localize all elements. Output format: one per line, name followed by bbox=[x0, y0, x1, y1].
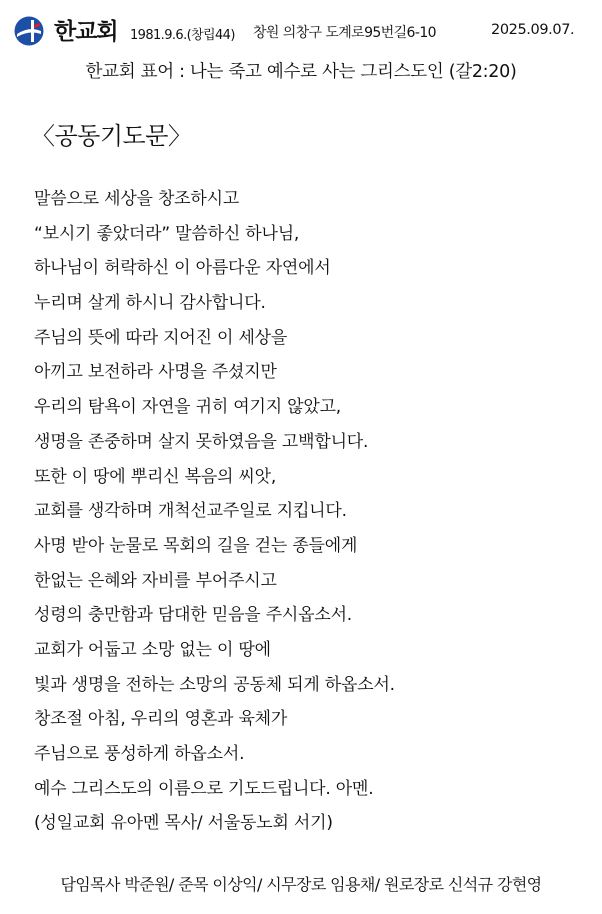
prayer-line: 사명 받아 눈물로 목회의 길을 걷는 종들에게 bbox=[34, 535, 358, 556]
prayer-line: (성일교회 유아멘 목사/ 서울동노회 서기) bbox=[34, 813, 333, 834]
church-name: 한교회 bbox=[54, 19, 118, 45]
church-address: 창원 의창구 도계로95번길6-10 bbox=[253, 25, 436, 41]
prayer-line: 생명을 존중하며 살지 못하였음을 고백합니다. bbox=[34, 431, 369, 452]
founded-info: 1981.9.6.(창립44) bbox=[130, 28, 235, 43]
staff-list: 담임목사 박준원/ 준목 이상익/ 시무장로 임용채/ 원로장로 신석규 강현영 bbox=[60, 875, 542, 894]
prayer-line: 아끼고 보전하라 사명을 주셨지만 bbox=[34, 362, 277, 383]
prayer-line: 교회가 어둡고 소망 없는 이 땅에 bbox=[34, 639, 271, 660]
prayer-line: 창조절 아침, 우리의 영혼과 육체가 bbox=[34, 709, 288, 730]
bulletin-date: 2025.09.07. bbox=[491, 22, 575, 38]
prayer-line: 또한 이 땅에 뿌리신 복음의 씨앗, bbox=[34, 466, 277, 487]
prayer-title: 〈공동기도문〉 bbox=[31, 122, 192, 150]
church-motto: 한교회 표어 : 나는 죽고 예수로 사는 그리스도인 (갈2:20) bbox=[85, 62, 517, 82]
prayer-body bbox=[34, 182, 395, 841]
prayer-line: 주님으로 풍성하게 하옵소서. bbox=[34, 744, 245, 764]
prayer-line: 우리의 탐욕이 자연을 귀히 여기지 않았고, bbox=[34, 397, 341, 418]
prayer-line: 주님의 뜻에 따라 지어진 이 세상을 bbox=[34, 327, 288, 348]
prayer-line: 하나님이 허락하신 이 아름다운 자연에서 bbox=[34, 258, 331, 279]
church-logo-icon bbox=[14, 16, 44, 46]
prayer-line: 교회를 생각하며 개척선교주일로 지킵니다. bbox=[34, 501, 347, 522]
prayer-line: 예수 그리스도의 이름으로 기도드립니다. 아멘. bbox=[34, 778, 374, 799]
prayer-line: 말씀으로 세상을 창조하시고 bbox=[34, 189, 240, 209]
prayer-line: 빛과 생명을 전하는 소망의 공동체 되게 하옵소서. bbox=[34, 674, 395, 695]
prayer-line: “보시기 좋았더라” 말씀하신 하나님, bbox=[34, 223, 300, 244]
prayer-line: 성령의 충만함과 담대한 믿음을 주시옵소서. bbox=[34, 605, 353, 626]
bulletin-header bbox=[0, 0, 602, 56]
prayer-line: 누리며 살게 하시니 감사합니다. bbox=[34, 293, 266, 314]
prayer-line: 한없는 은혜와 자비를 부어주시고 bbox=[34, 570, 277, 591]
